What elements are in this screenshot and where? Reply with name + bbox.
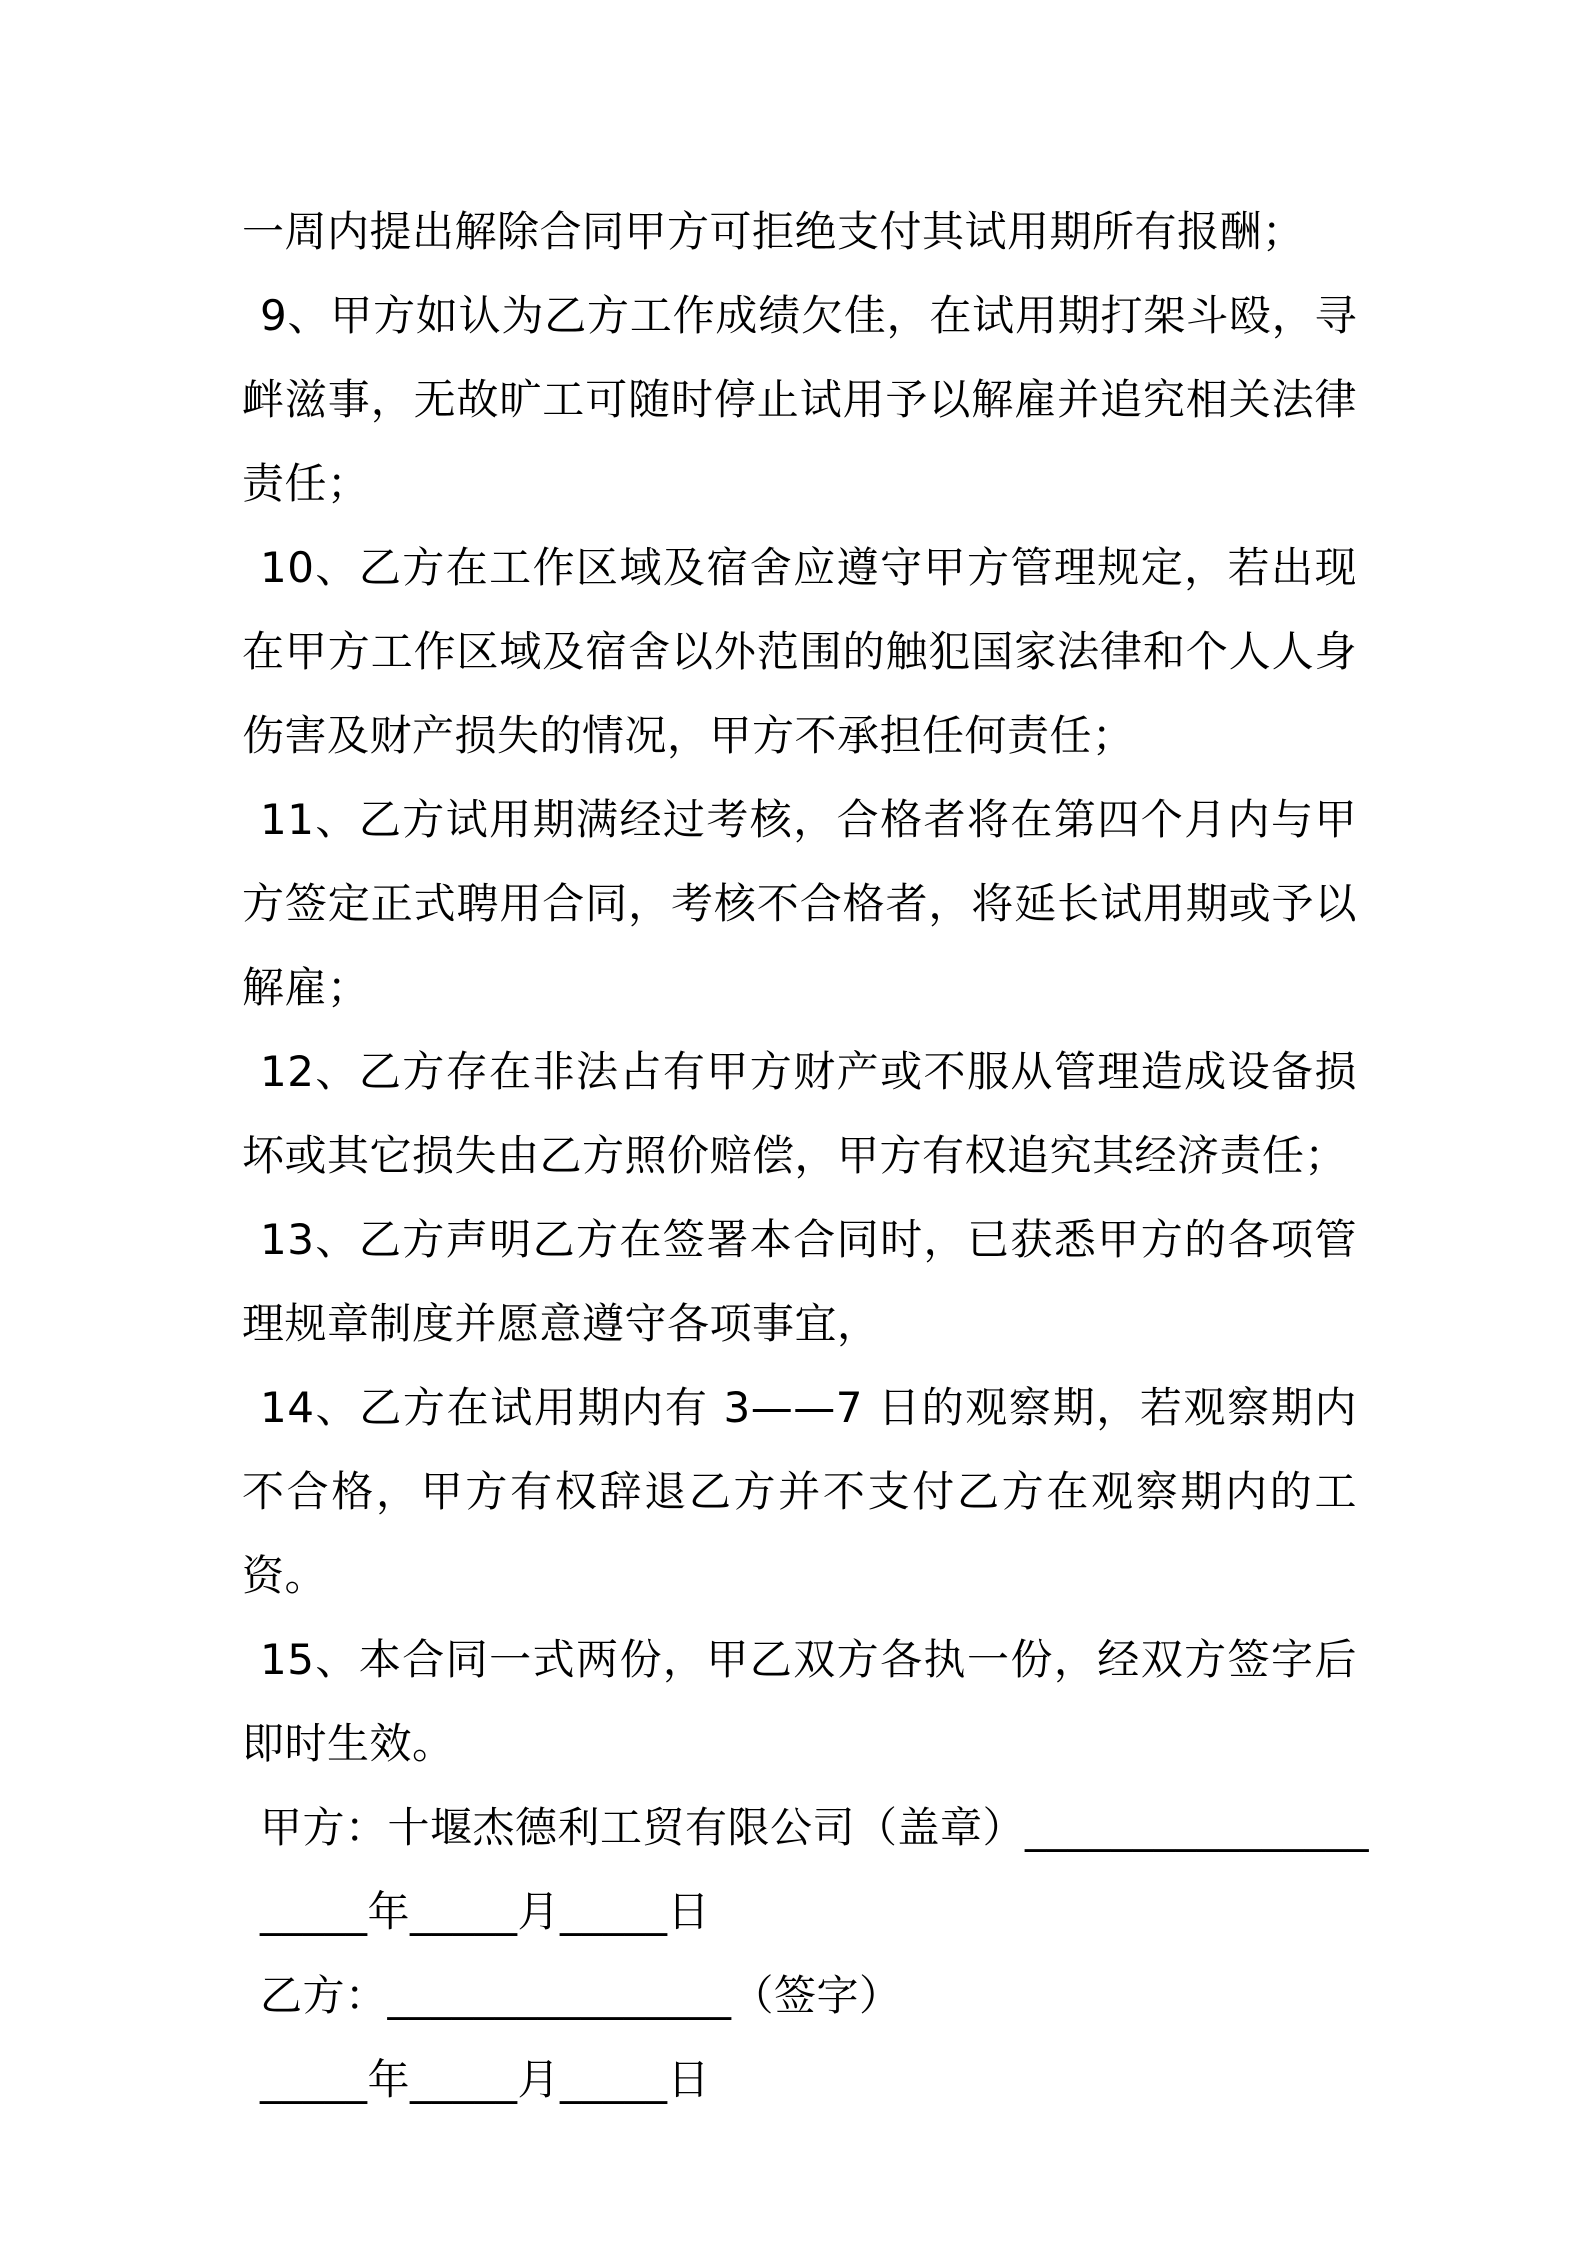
clause-13: 13、乙方声明乙方在签署本合同时，已获悉甲方的各项管理规章制度并愿意遵守各项事宜， (242, 1215, 1357, 1348)
party-b-date-line: _____年_____月_____日 (260, 2055, 711, 2104)
party-b-signature-line: 乙方：________________（签字） (260, 1971, 902, 2020)
clause-14: 14、乙方在试用期内有 3——7 日的观察期，若观察期内不合格，甲方有权辞退乙方并不支付乙方在观察期内的工资。 (242, 1383, 1357, 1600)
contract-body (242, 190, 1370, 2122)
paragraph-continuation: 一周内提出解除合同甲方可拒绝支付其试用期所有报酬； (242, 207, 1305, 256)
party-a-signature-line: 甲方：十堰杰德利工贸有限公司（盖章）________________ (260, 1803, 1370, 1852)
clause-12: 12、乙方存在非法占有甲方财产或不服从管理造成设备损坏或其它损失由乙方照价赔偿，甲方有权追究其经济责任； (242, 1047, 1357, 1180)
clause-15: 15、本合同一式两份，甲乙双方各执一份，经双方签字后即时生效。 (242, 1635, 1357, 1768)
clause-11: 11、乙方试用期满经过考核，合格者将在第四个月内与甲方签定正式聘用合同，考核不合格者，将延长试用期或予以解雇； (242, 795, 1357, 1012)
clause-10: 10、乙方在工作区域及宿舍应遵守甲方管理规定，若出现在甲方工作区域及宿舍以外范围的触犯国家法律和个人人身伤害及财产损失的情况，甲方不承担任何责任； (242, 543, 1357, 760)
clause-9: 9、甲方如认为乙方工作成绩欠佳，在试用期打架斗殴，寻衅滋事，无故旷工可随时停止试用予以解雇并追究相关法律责任； (242, 291, 1357, 508)
party-a-date-line: _____年_____月_____日 (260, 1887, 711, 1936)
